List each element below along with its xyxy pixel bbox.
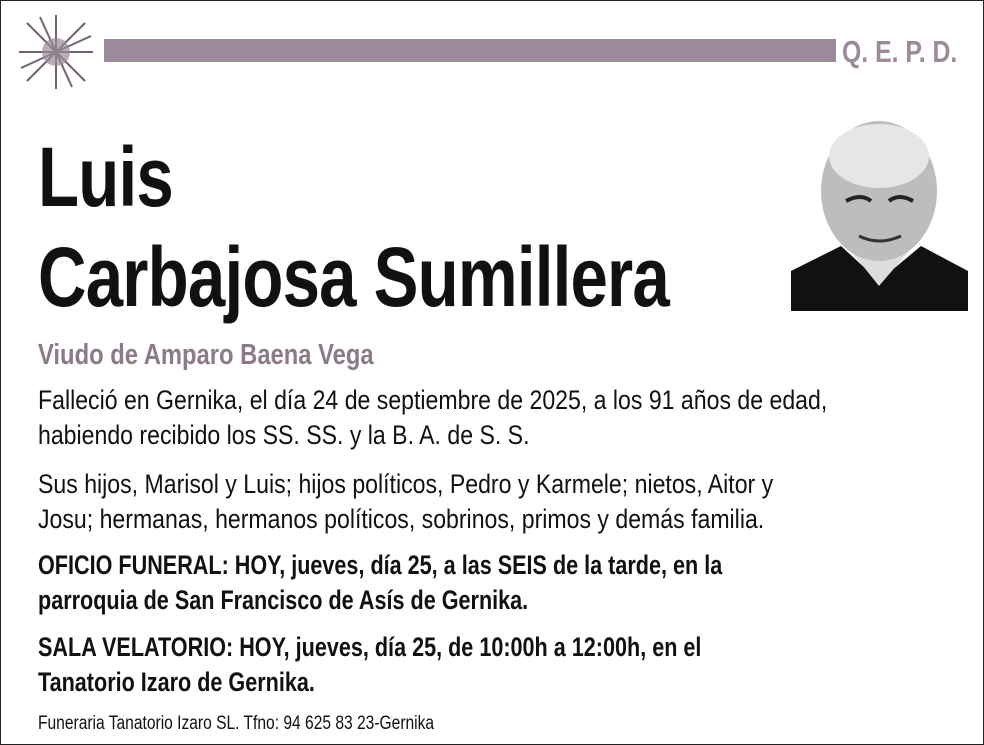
header-bar	[104, 39, 836, 62]
death-notice-line: habiendo recibido los SS. SS. y la B. A. de S. S.	[38, 420, 530, 450]
wake-room-line: SALA VELATORIO: HOY, jueves, día 25, de 10:00h a 12:00h, en el	[38, 632, 702, 662]
widower-of: Viudo de Amparo Baena Vega	[38, 339, 374, 371]
funeral-home-footer: Funeraria Tanatorio Izaro SL. Tfno: 94 625 83 23-Gernika	[38, 713, 435, 734]
funeral-service-line: OFICIO FUNERAL: HOY, jueves, día 25, a las SEIS de la tarde, en la	[38, 550, 723, 580]
family-line: Sus hijos, Marisol y Luis; hijos políticos, Pedro y Karmele; nietos, Aitor y	[38, 469, 774, 499]
flower-logo-icon	[15, 13, 97, 91]
deceased-surnames: Carbajosa Sumillera	[38, 230, 669, 324]
funeral-service-line: parroquia de San Francisco de Asís de Gernika.	[38, 585, 529, 615]
wake-room-line: Tanatorio Izaro de Gernika.	[38, 667, 315, 697]
deceased-photo	[791, 111, 968, 311]
deceased-first-name: Luis	[38, 130, 173, 224]
qepd-label: Q. E. P. D.	[842, 34, 958, 69]
family-line: Josu; hermanas, hermanos políticos, sobrinos, primos y demás familia.	[38, 504, 765, 534]
death-notice-line: Falleció en Gernika, el día 24 de septiembre de 2025, a los 91 años de edad,	[38, 385, 828, 415]
